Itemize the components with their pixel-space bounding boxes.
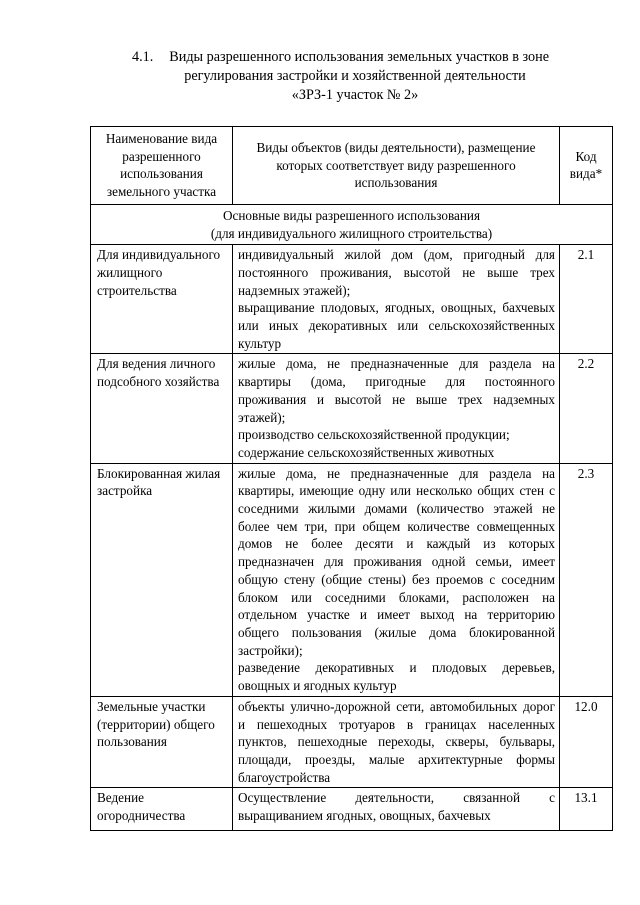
row-description (233, 788, 560, 831)
table-row (91, 245, 613, 354)
row-description-text: жилые дома, не предназначенные для раздела на квартиры (дома, пригодные для постоянного проживания и высотой не выше трех надземных этажей); производство сельскохозяйственной продукции; содержание сельскохозяйственных животных (238, 356, 555, 460)
section-row (91, 204, 613, 244)
heading-line-2: регулирования застройки и хозяйственной деятельности (184, 68, 526, 84)
heading-line-1 (90, 48, 590, 67)
row-code: 13.1 (560, 788, 613, 831)
table-row (91, 463, 613, 696)
heading-line-3: «ЗРЗ-1 участок № 2» (291, 87, 419, 103)
table-row (91, 354, 613, 463)
row-use-name: Земельные участки (территории) общего пользования (91, 696, 233, 788)
permitted-use-table (90, 126, 613, 831)
row-description (233, 245, 560, 354)
header-code: Код вида* (560, 127, 613, 205)
section-title-line-2: (для индивидуального жилищного строительства) (210, 225, 493, 241)
section-title-line-1: Основные виды разрешенного использования (222, 207, 481, 223)
section-title (91, 204, 613, 244)
row-description (233, 696, 560, 788)
table-row (91, 788, 613, 831)
row-description-text: объекты улично-дорожной сети, автомобильных дорог и пешеходных тротуаров в границах населенных пунктов, пешеходные переходы, скверы, бульвары, площади, проезды, малые архитектурные формы благоустройства (238, 698, 555, 785)
row-use-name: Для ведения личного подсобного хозяйства (91, 354, 233, 463)
section-heading (90, 48, 590, 105)
row-description (233, 463, 560, 696)
heading-number: 4.1. (132, 49, 154, 65)
header-object-types: Виды объектов (виды деятельности), размещение которых соответствует виду разрешенного использования (233, 127, 560, 205)
row-description-text: жилые дома, не предназначенные для раздела на квартиры, имеющие одну или несколько общих стен с соседними жилыми домами (количество этажей не более чем три, при общем количестве совмещенных домов не более десяти и каждый из которых предназначен для проживания одной семьи, имеет общую стену (общие стены) без проемов с соседним блоком или соседними блоками, расположен на отдельном участке и имеет выход на территорию общего пользования (жилые дома блокированной застройки); разведение декоративных и плодовых деревьев, овощных и ягодных культур (238, 465, 555, 694)
row-code: 2.2 (560, 354, 613, 463)
heading-title: Виды разрешенного использования земельных участков в зоне (169, 49, 550, 65)
row-code: 2.3 (560, 463, 613, 696)
row-code: 2.1 (560, 245, 613, 354)
row-use-name: Ведение огородничества (91, 788, 233, 831)
table-header-row (91, 127, 613, 205)
row-code: 12.0 (560, 696, 613, 788)
header-use-name: Наименование вида разрешенного использования земельного участка (91, 127, 233, 205)
table-row (91, 696, 613, 788)
row-description (233, 354, 560, 463)
row-description-text: Осуществление деятельности, связанной с выращиванием ягодных, овощных, бахчевых (238, 790, 555, 824)
row-description-text: индивидуальный жилой дом (дом, пригодный для постоянного проживания, высотой не выше трех надземных этажей); выращивание плодовых, ягодных, овощных, бахчевых или иных декоративных или сельскохозяйственных культур (238, 247, 555, 351)
row-use-name: Для индивидуального жилищного строительства (91, 245, 233, 354)
row-use-name: Блокированная жилая застройка (91, 463, 233, 696)
